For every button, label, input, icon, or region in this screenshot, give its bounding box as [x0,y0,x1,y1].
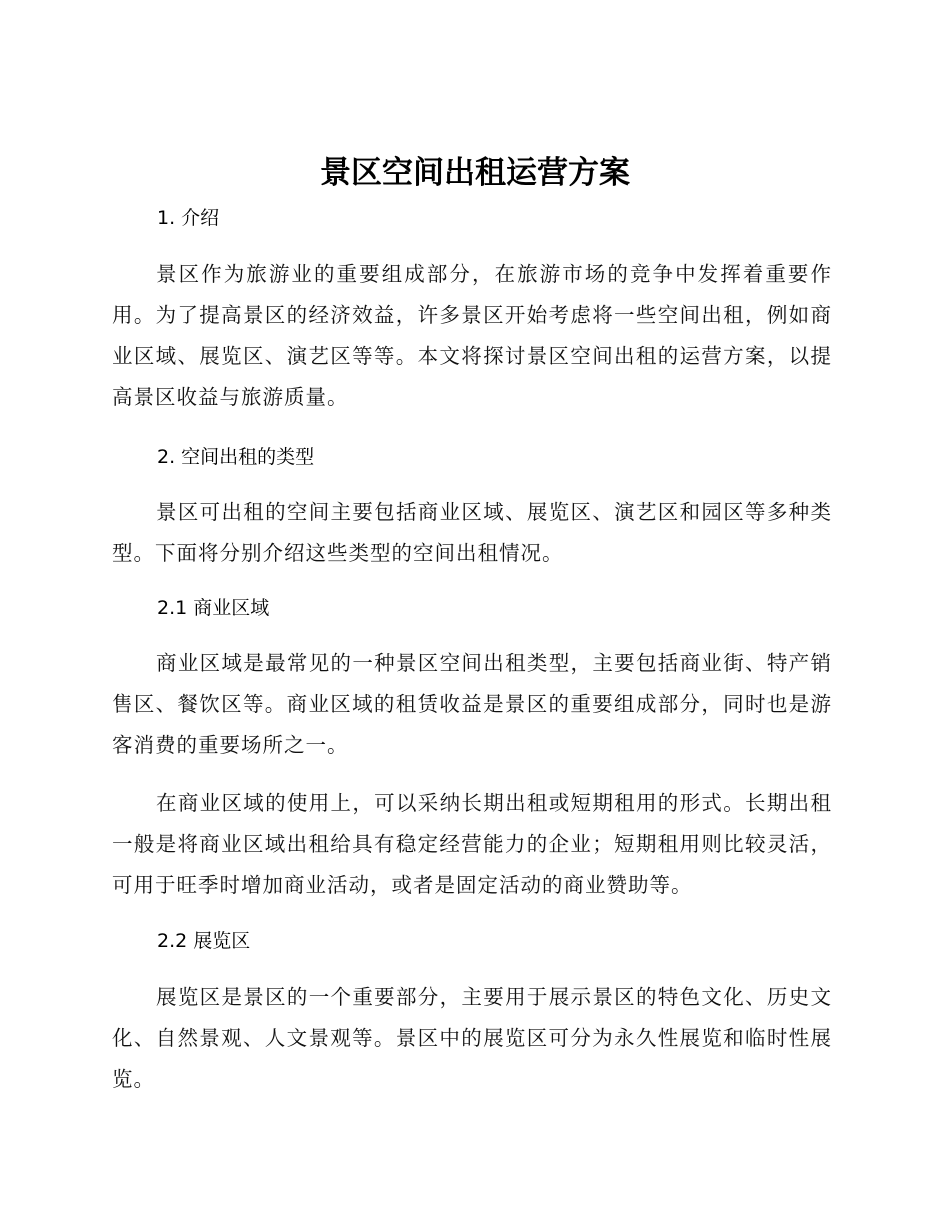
document-title: 景区空间出租运营方案 [320,155,630,191]
section-heading-commercial-area: 2.1 商业区域 [157,597,270,619]
section-heading-rental-types: 2. 空间出租的类型 [157,446,315,468]
section-heading-exhibition-area: 2.2 展览区 [157,930,251,952]
section-heading-introduction: 1. 介绍 [157,207,220,229]
paragraph-exhibition-area: 展览区是景区的一个重要部分，主要用于展示景区的特色文化、历史文化、自然景观、人文景观等。景区中的展览区可分为永久性展览和临时性展览。 [112,985,832,1091]
paragraph-commercial-area-1: 商业区域是最常见的一种景区空间出租类型，主要包括商业街、特产销售区、餐饮区等。商业区域的租赁收益是景区的重要组成部分，同时也是游客消费的重要场所之一。 [112,651,832,757]
paragraph-introduction: 景区作为旅游业的重要组成部分，在旅游市场的竞争中发挥着重要作用。为了提高景区的经济效益，许多景区开始考虑将一些空间出租，例如商业区域、展览区、演艺区等等。本文将探讨景区空间出租的运营方案，以提高景区收益与旅游质量。 [112,262,832,409]
paragraph-commercial-area-2: 在商业区域的使用上，可以采纳长期出租或短期租用的形式。长期出租一般是将商业区域出租给具有稳定经营能力的企业；短期租用则比较灵活，可用于旺季时增加商业活动，或者是固定活动的商业赞助等。 [112,791,832,897]
paragraph-rental-types: 景区可出租的空间主要包括商业区域、展览区、演艺区和园区等多种类型。下面将分别介绍这些类型的空间出租情况。 [112,500,832,565]
